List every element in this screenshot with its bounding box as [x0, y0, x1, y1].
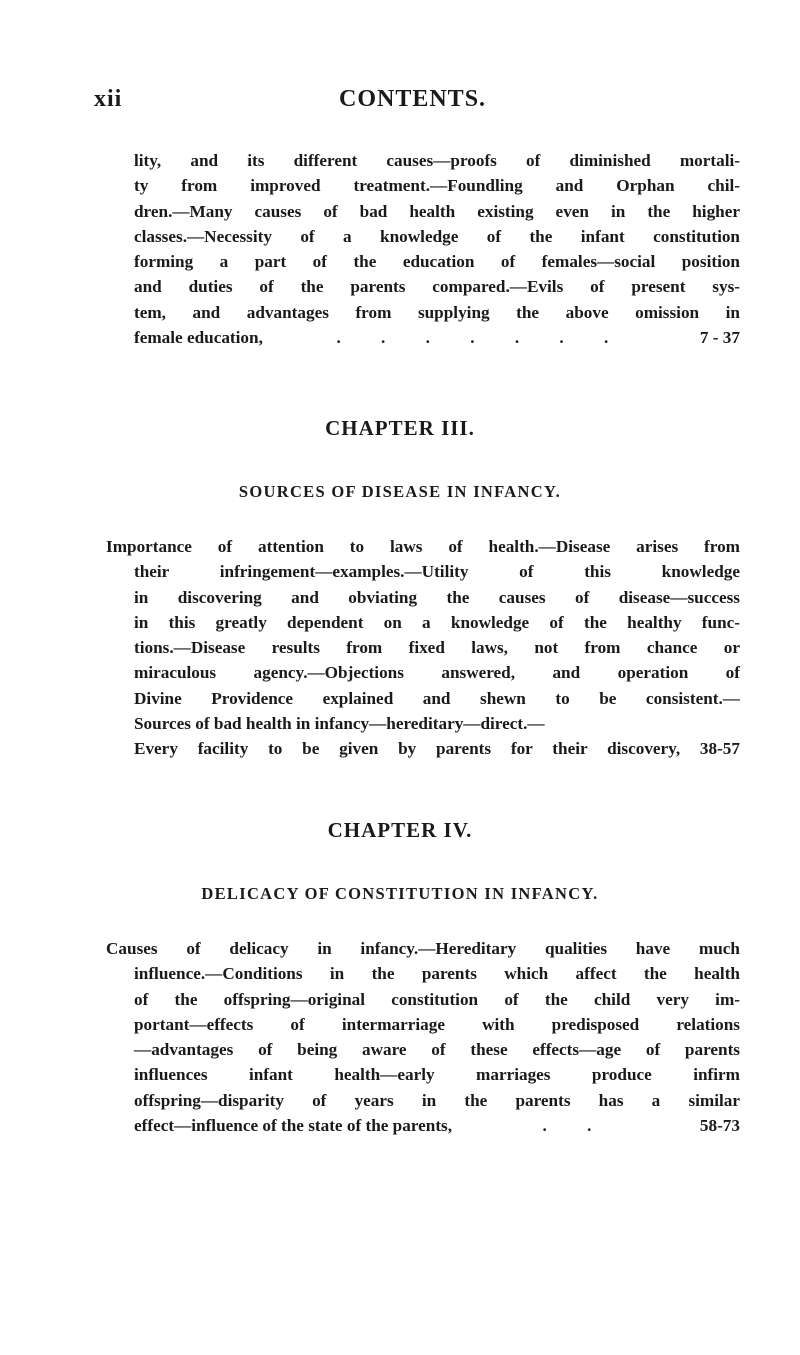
text-line: miraculous agency.—Objections answered, and operation of	[134, 663, 740, 683]
chapter-subtitle: SOURCES OF DISEASE IN INFANCY.	[238, 482, 562, 501]
page-range: 7 - 37	[699, 328, 740, 348]
dot-leader: . .	[542, 1116, 610, 1136]
chapter-heading: CHAPTER III.	[325, 416, 475, 440]
text-line: Every facility to be given by parents for their discovery, 38-57	[134, 739, 740, 759]
dot-leader: . . . . . . .	[336, 328, 627, 348]
text-line: Importance of attention to laws of health.—Disease arises from	[106, 537, 740, 556]
chapter-subtitle: DELICACY OF CONSTITUTION IN INFANCY.	[201, 884, 599, 903]
text-line: portant—effects of intermarriage with predisposed relations	[134, 1014, 740, 1034]
text-line: of the offspring—original constitution of the child very im-	[134, 989, 740, 1009]
text-line: Sources of bad health in infancy—hereditary—direct.—	[134, 714, 545, 734]
text-line: in this greatly dependent on a knowledge of the healthy func-	[134, 612, 740, 632]
text-line: effect—influence of the state of the parents,	[134, 1116, 453, 1136]
page-number: xii	[94, 86, 123, 112]
text-line: classes.—Necessity of a knowledge of the infant constitution	[134, 226, 740, 246]
text-line: Divine Providence explained and shewn to be consistent.—	[134, 688, 740, 708]
text-line: and duties of the parents compared.—Evils of present sys-	[134, 277, 740, 297]
text-line: lity, and its different causes—proofs of diminished mortali-	[134, 151, 740, 170]
text-line: influence.—Conditions in the parents which affect the health	[134, 964, 740, 984]
chapter4-summary	[106, 936, 740, 1138]
text-line: offspring—disparity of years in the parents has a similar	[134, 1090, 740, 1110]
text-line: in discovering and obviating the causes of disease—success	[134, 587, 740, 607]
text-line: tem, and advantages from supplying the above omission in	[134, 302, 740, 322]
text-line: dren.—Many causes of bad health existing even in the higher	[134, 201, 740, 221]
text-line: ty from improved treatment.—Foundling and Orphan chil-	[134, 176, 740, 196]
entry-final-line	[134, 1113, 740, 1138]
chapter3-summary-indented	[106, 559, 740, 761]
chapter-heading: CHAPTER IV.	[327, 818, 473, 842]
entry-final-line	[134, 325, 740, 350]
text-line: forming a part of the education of females—social position	[134, 252, 740, 272]
chapter2-continuation	[134, 148, 740, 350]
text-line: —advantages of being aware of these effects—age of parents	[134, 1040, 740, 1060]
text-line: their infringement—examples.—Utility of this knowledge	[134, 562, 740, 582]
text-line: Causes of delicacy in infancy.—Hereditary qualities have much	[106, 939, 740, 958]
page-range: 58-73	[699, 1116, 740, 1136]
running-head	[94, 86, 740, 120]
running-title: CONTENTS.	[339, 86, 487, 112]
text-line: tions.—Disease results from fixed laws, not from chance or	[134, 638, 740, 658]
text-line: female education,	[134, 328, 263, 348]
chapter4-summary-indented	[106, 961, 740, 1138]
text-line: influences infant health—early marriages produce infirm	[134, 1065, 740, 1085]
chapter3-summary	[106, 534, 740, 762]
